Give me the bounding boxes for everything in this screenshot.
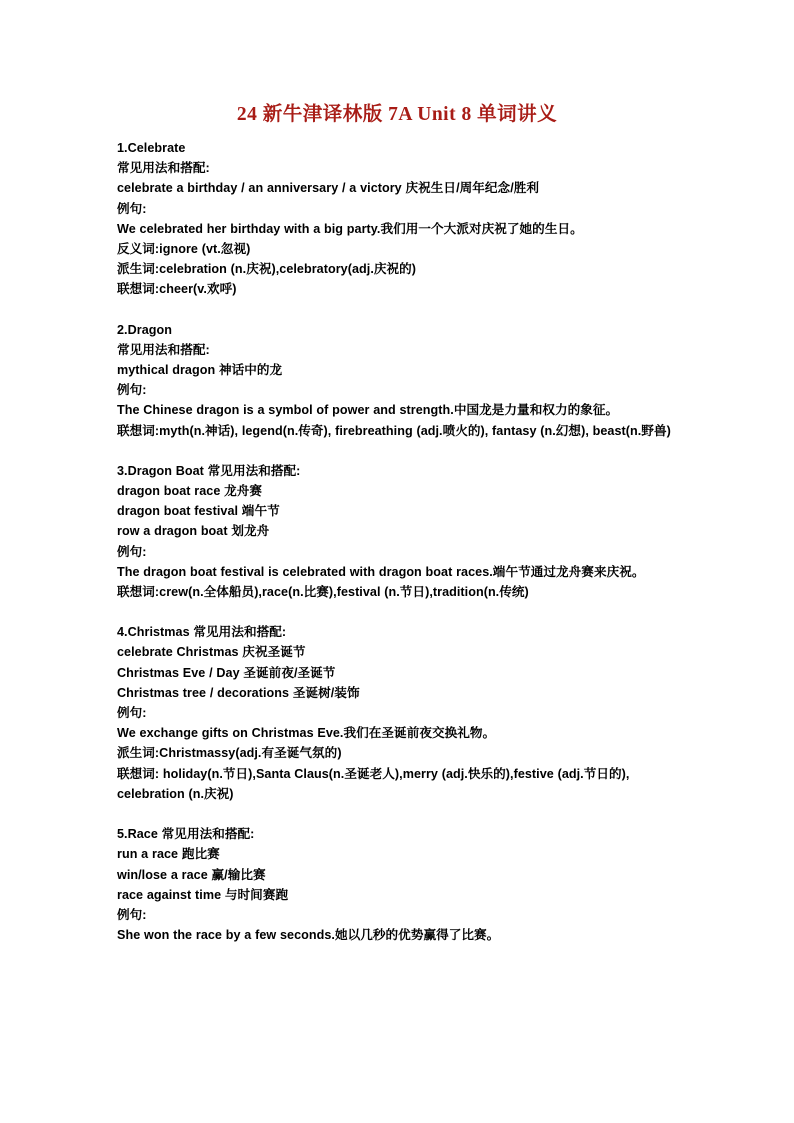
section-line: run a race 跑比赛 xyxy=(117,847,220,862)
document-body xyxy=(117,138,679,945)
section-line: 联想词:cheer(v.欢呼) xyxy=(117,282,237,297)
section-line: 例句: xyxy=(117,706,147,721)
section-line: 反义词:ignore (vt.忽视) xyxy=(117,242,251,257)
section-line: 1.Celebrate xyxy=(117,141,186,155)
section-line: mythical dragon 神话中的龙 xyxy=(117,363,283,378)
section-line: Christmas Eve / Day 圣诞前夜/圣诞节 xyxy=(117,665,336,680)
section-line: 3.Dragon Boat 常见用法和搭配: xyxy=(117,463,301,478)
section-dragon xyxy=(117,320,679,441)
section-line: 例句: xyxy=(117,907,147,922)
section-line: Christmas tree / decorations 圣诞树/装饰 xyxy=(117,685,360,700)
section-line: win/lose a race 赢/输比赛 xyxy=(117,867,266,882)
section-line: We celebrated her birthday with a big party.我们用一个大派对庆祝了她的生日。 xyxy=(117,221,583,236)
section-race xyxy=(117,824,679,945)
section-christmas xyxy=(117,622,679,804)
section-line: The Chinese dragon is a symbol of power and strength.中国龙是力量和权力的象征。 xyxy=(117,403,619,418)
section-celebrate xyxy=(117,138,679,300)
section-line: dragon boat festival 端午节 xyxy=(117,504,280,519)
section-line: 常见用法和搭配: xyxy=(117,161,210,176)
section-line: She won the race by a few seconds.她以几秒的优势赢得了比赛。 xyxy=(117,928,500,943)
section-line: 例句: xyxy=(117,544,147,559)
section-line: We exchange gifts on Christmas Eve.我们在圣诞前夜交换礼物。 xyxy=(117,726,496,741)
section-line: 5.Race 常见用法和搭配: xyxy=(117,827,255,842)
section-line: 联想词:crew(n.全体船员),race(n.比赛),festival (n.节日),tradition(n.传统) xyxy=(117,585,529,600)
section-line: dragon boat race 龙舟赛 xyxy=(117,484,263,499)
section-line: 2.Dragon xyxy=(117,322,172,337)
section-line: celebrate Christmas 庆祝圣诞节 xyxy=(117,645,306,660)
section-line: 联想词: holiday(n.节日),Santa Claus(n.圣诞老人),merry (adj.快乐的),festive (adj.节日的), celebration (n.庆祝) xyxy=(117,766,630,801)
section-line: 派生词:celebration (n.庆祝),celebratory(adj.庆祝的) xyxy=(117,262,417,277)
section-line: celebrate a birthday / an anniversary / a victory 庆祝生日/周年纪念/胜利 xyxy=(117,181,540,196)
section-line: 派生词:Christmassy(adj.有圣诞气氛的) xyxy=(117,746,342,761)
section-line: 例句: xyxy=(117,201,147,216)
section-line: race against time 与时间赛跑 xyxy=(117,887,289,902)
section-line: 4.Christmas 常见用法和搭配: xyxy=(117,625,287,640)
section-dragon-boat xyxy=(117,461,679,602)
section-line: 例句: xyxy=(117,383,147,398)
page-title: 24 新牛津译林版 7A Unit 8 单词讲义 xyxy=(236,104,558,125)
section-line: The dragon boat festival is celebrated with dragon boat races.端午节通过龙舟赛来庆祝。 xyxy=(117,564,645,579)
section-line: 联想词:myth(n.神话), legend(n.传奇), firebreathing (adj.喷火的), fantasy (n.幻想), beast(n.野兽) xyxy=(117,423,671,438)
section-line: 常见用法和搭配: xyxy=(117,342,210,357)
section-line: row a dragon boat 划龙舟 xyxy=(117,524,270,539)
